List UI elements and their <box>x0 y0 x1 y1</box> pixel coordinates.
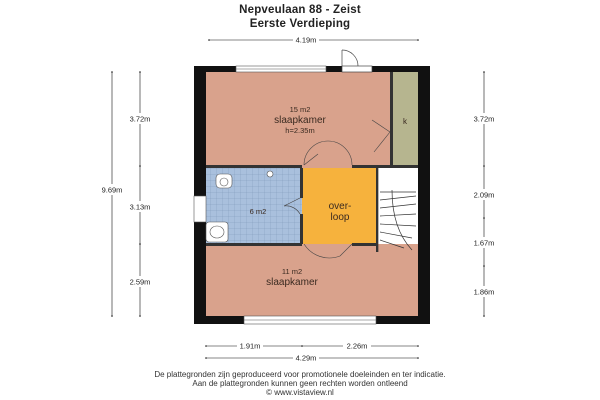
stair-area <box>376 168 418 252</box>
storage-label: k <box>403 117 407 126</box>
page-subtitle: Eerste Verdieping <box>249 18 351 30</box>
dim-bottom-total: 4.29m <box>295 353 317 363</box>
landing-line1: over- <box>328 201 352 212</box>
disclaimer-line-1: De plattegronden zijn geproduceerd voor promotionele doeleinden en ter indicatie. <box>154 370 446 379</box>
dim-right-4: 1.86m <box>473 287 495 297</box>
bedroom-bottom-area: 11 m2 <box>281 267 303 276</box>
page-title: Nepveulaan 88 - Zeist <box>239 4 361 16</box>
landing-line2: loop <box>330 212 350 223</box>
dim-left-total: 9.69m <box>101 185 123 195</box>
dim-right-top: 3.72m <box>473 114 495 124</box>
bedroom-top-name: slaapkamer <box>274 115 326 126</box>
bedroom-top-height: h=2.35m <box>285 126 315 135</box>
dim-left-mid: 3.13m <box>129 202 151 212</box>
dim-left-top: 3.72m <box>129 114 151 124</box>
bedroom-top-area: 15 m2 <box>289 105 311 114</box>
bedroom-bottom-name: slaapkamer <box>266 277 318 288</box>
balcony-door <box>342 50 372 72</box>
dim-right-2: 2.09m <box>473 190 495 200</box>
bathroom-area: 6 m2 <box>249 207 267 216</box>
disclaimer-line-2: Aan de plattegronden kunnen geen rechten worden ontleend <box>192 379 408 388</box>
dim-top-width: 4.19m <box>295 35 317 45</box>
dim-right-3: 1.67m <box>473 238 495 248</box>
copyright-link[interactable]: © www.vistaview.nl <box>266 388 334 397</box>
dim-left-bottom: 2.59m <box>129 277 151 287</box>
dim-bottom-right: 2.26m <box>346 341 368 351</box>
dim-bottom-left: 1.91m <box>239 341 261 351</box>
